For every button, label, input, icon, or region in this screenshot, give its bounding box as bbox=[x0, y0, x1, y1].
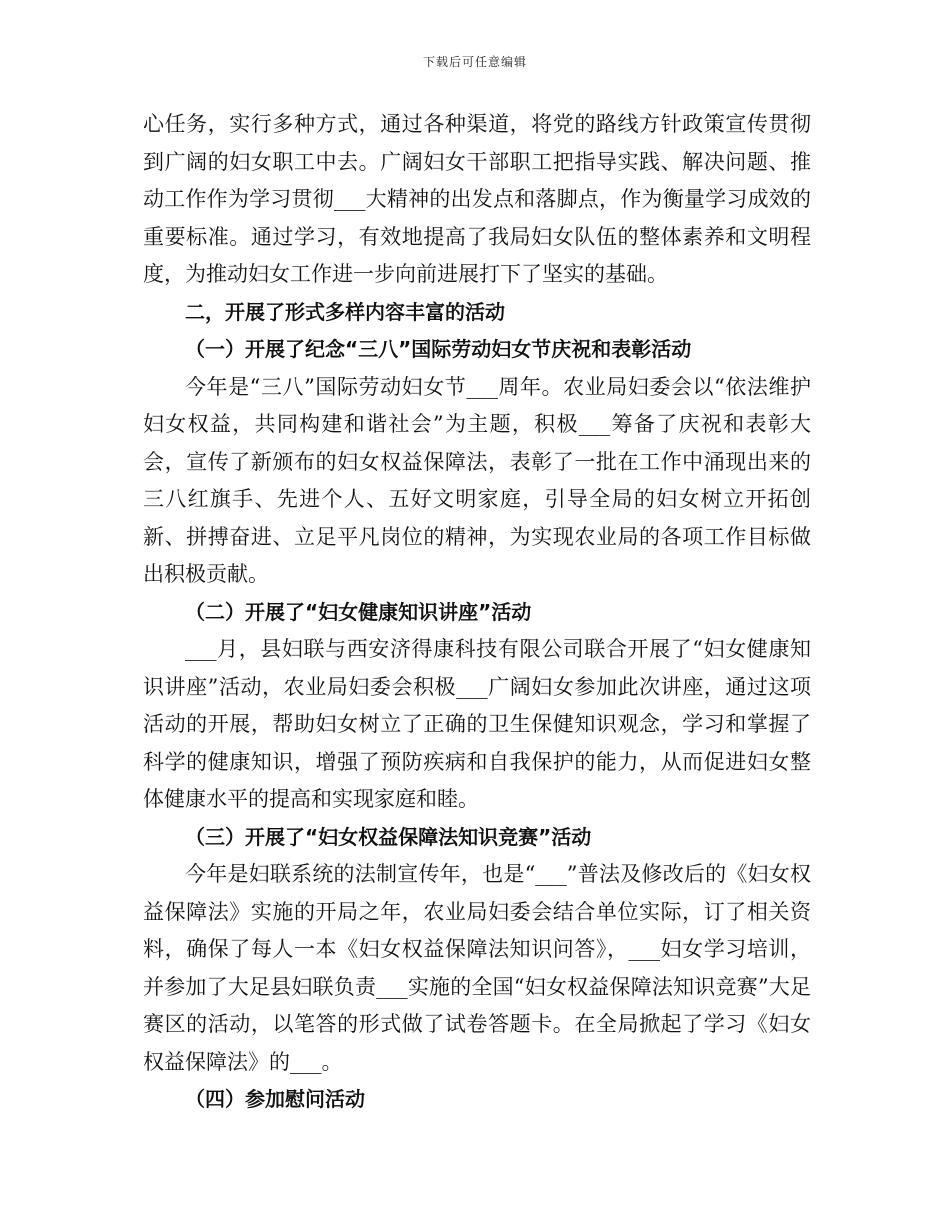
paragraph-womens-day: 今年是“三八”国际劳动妇女节___周年。农业局妇委会以“依法维护妇女权益，共同构建和谐社会”为主题，积极___筹备了庆祝和表彰大会，宣传了新颁布的妇女权益保障法，表彰了一批在工作中涌现出来的三八红旗手、先进个人、五好文明家庭，引导全局的妇女树立开拓创新、拼搏奋进、立足平凡岗位的精神，为实现农业局的各项工作目标做出积极贡献。 bbox=[143, 374, 811, 586]
paragraph-continuation: 心任务，实行多种方式，通过各种渠道，将党的路线方针政策宣传贯彻到广阔的妇女职工中去。广阔妇女干部职工把指导实践、解决问题、推动工作作为学习贯彻___大精神的出发点和落脚点，作为衡量学习成效的重要标准。通过学习，有效地提高了我局妇女队伍的整体素养和文明程度，为推动妇女工作进一步向前进展打下了坚实的基础。 bbox=[143, 112, 811, 286]
subsection-heading-1: （一）开展了纪念“三八”国际劳动妇女节庆祝和表彰活动 bbox=[185, 337, 692, 361]
document-body bbox=[143, 106, 811, 1119]
paragraph-health-lecture: ___月，县妇联与西安济得康科技有限公司联合开展了“妇女健康知识讲座”活动，农业局妇委会积极___广阔妇女参加此次讲座，通过这项活动的开展，帮助妇女树立了正确的卫生保健知识观念，学习和掌握了科学的健康知识，增强了预防疾病和自我保护的能力，从而促进妇女整体健康水平的提高和实现家庭和睦。 bbox=[143, 637, 811, 811]
header-note: 下载后可任意编辑 bbox=[422, 55, 527, 69]
subsection-heading-3: （三）开展了“妇女权益保障法知识竞赛”活动 bbox=[185, 824, 592, 849]
section-heading-2: 二，开展了形式多样内容丰富的活动 bbox=[185, 299, 505, 324]
subsection-heading-4: （四）参加慰问活动 bbox=[185, 1087, 365, 1111]
subsection-heading-2: （二）开展了“妇女健康知识讲座”活动 bbox=[185, 599, 532, 624]
paragraph-rights-contest: 今年是妇联系统的法制宣传年，也是“___”普法及修改后的《妇女权益保障法》实施的开局之年，农业局妇委会结合单位实际，订了相关资料，确保了每人一本《妇女权益保障法知识问答》，___妇女学习培训，并参加了大足县妇联负责___实施的全国“妇女权益保障法知识竞赛”大足赛区的活动，以笔答的形式做了试卷答题卡。在全局掀起了学习《妇女权益保障法》的___。 bbox=[143, 862, 811, 1074]
